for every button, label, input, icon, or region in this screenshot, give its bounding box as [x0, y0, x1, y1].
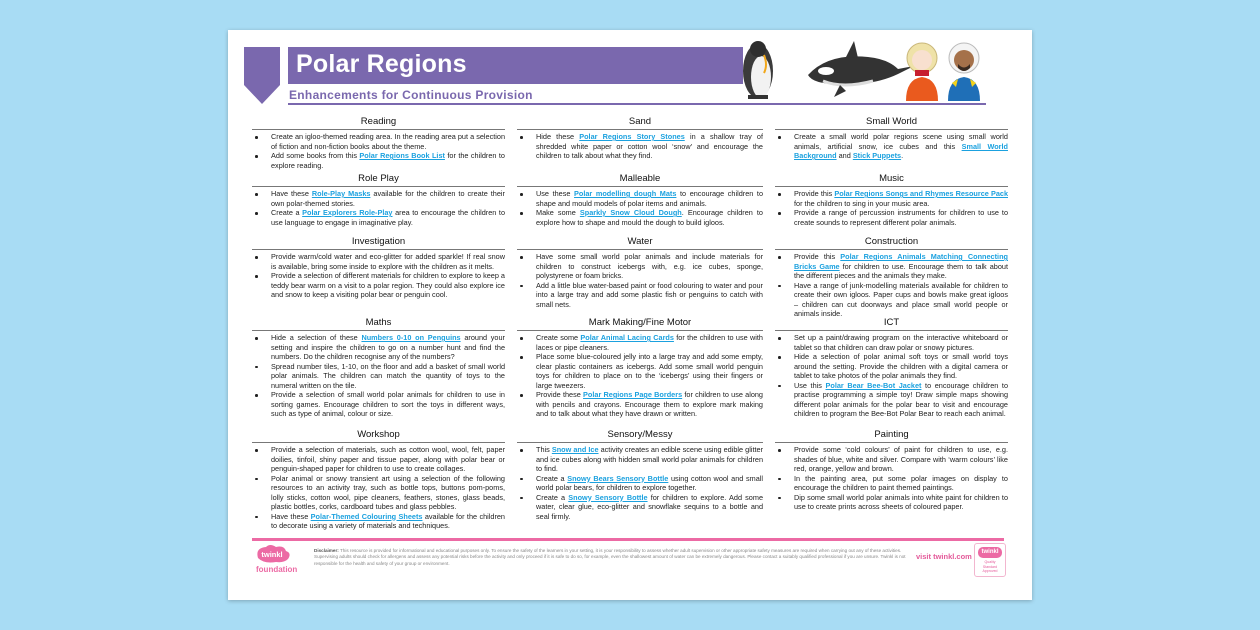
badge-logo: twinkl — [978, 547, 1002, 558]
bullet-text: Create some — [536, 333, 581, 342]
section-small-world — [775, 116, 1008, 173]
bullet-text: Use these — [536, 189, 575, 198]
bullet-list — [252, 132, 505, 170]
bullet-text: Provide this — [794, 189, 835, 198]
bullet-text: Create a — [536, 473, 568, 483]
list-item — [252, 512, 505, 531]
disclaimer-label: Disclaimer: — [314, 548, 339, 553]
list-item — [252, 132, 505, 151]
section-role-play — [252, 173, 505, 236]
bullet-text: This — [536, 445, 552, 454]
resource-link[interactable]: Polar Regions Story Stones — [579, 132, 685, 141]
header-divider — [288, 103, 986, 105]
list-item — [775, 252, 1008, 281]
list-item — [517, 445, 763, 474]
resource-link[interactable]: Polar Regions Songs and Rhymes Resource Pack — [834, 189, 1008, 198]
list-item — [252, 252, 505, 271]
bullet-text: Create a — [536, 492, 569, 502]
bullet-text: Hide a selection of polar animal soft toys or small world toys around the setting. Provide the children with a digital camera or tablet to take photos of the polar animals they find. — [794, 352, 1008, 380]
bullet-list — [775, 132, 1008, 161]
list-item — [252, 151, 505, 170]
list-item — [517, 252, 763, 281]
section-title: Maths — [252, 317, 505, 331]
bullet-text: Spread number tiles, 1-10, on the floor and add a basket of small world polar animals. The children can match the quantity of toys to the numeral written on the tile. — [271, 361, 505, 390]
list-item — [252, 189, 505, 208]
bullet-list — [517, 189, 763, 227]
bullet-text: Provide these — [536, 390, 584, 399]
page-title: Polar Regions — [296, 50, 467, 78]
list-item — [775, 474, 1008, 493]
bullet-text: Create a small world polar regions scene using small world animals, artificial snow, ice cubes and this — [794, 132, 1008, 151]
list-item — [517, 132, 763, 161]
list-item — [517, 352, 763, 390]
list-item — [252, 333, 505, 362]
section-malleable — [517, 173, 763, 236]
bullet-text: Dip some small world polar animals into white paint for children to use to create prints across sheets of coloured paper. — [794, 492, 1008, 511]
section-title: Sand — [517, 116, 763, 130]
bullet-text: Set up a paint/drawing program on the interactive whiteboard or tablet so that children can draw polar or snowy pictures. — [794, 333, 1008, 352]
section-sand — [517, 116, 763, 173]
list-item — [775, 208, 1008, 227]
twinkl-foundation-logo — [254, 544, 316, 576]
bullet-text: Provide a range of percussion instruments for children to use to create sounds to represent different polar animals. — [794, 208, 1008, 227]
bullet-text: Have these — [271, 511, 311, 521]
bullet-text: . Encourage children to explore how to shape and mould the dough to build igloos. — [536, 208, 763, 227]
section-maths — [252, 317, 505, 429]
list-item — [252, 362, 505, 391]
resource-link[interactable]: Polar Regions Page Borders — [583, 390, 683, 399]
activity-grid — [252, 116, 1008, 531]
resource-link[interactable]: Small World Background — [794, 141, 1008, 160]
resource-link[interactable]: Polar-Themed Colouring Sheets — [310, 511, 423, 521]
bullet-text: available for the children to create their own polar-themed stories. — [271, 189, 505, 208]
section-title: Malleable — [517, 173, 763, 187]
bullet-text: Hide a selection of these — [271, 333, 362, 342]
penguin-icon — [743, 41, 773, 99]
page-subtitle: Enhancements for Continuous Provision — [289, 88, 533, 102]
list-item — [517, 208, 763, 227]
section-workshop — [252, 429, 505, 531]
disclaimer-text — [314, 548, 914, 567]
document-page — [228, 30, 1032, 600]
bullet-text: Polar animal or snowy transient art using a selection of the following resources to an activity tray, such as bottle tops, buttons pom-poms, lolly sticks, cotton wool, pipe cleaners, feathers, stones, glass beads, plastic bottles, corks, cardboard tubes and glass pebbles. — [271, 473, 505, 511]
section-construction — [775, 236, 1008, 317]
bullet-text: Use this — [794, 380, 826, 390]
section-title: Music — [775, 173, 1008, 187]
list-item — [252, 271, 505, 300]
bullet-text: activity creates an edible scene using edible glitter and ice cubes along with hidden small world polar animals for children to find. — [536, 445, 763, 473]
bullet-list — [775, 333, 1008, 419]
bullet-text: Provide a selection of different materials for children to explore to keep a teddy bear warm on a visit to a polar region. They could also explore ice and snow to keep a visiting polar bear or penguin cool. — [271, 271, 505, 299]
bullet-list — [252, 252, 505, 300]
bullet-text: Create an igloo-themed reading area. In the reading area put a selection of fiction and non-fiction books about the theme. — [271, 132, 505, 151]
resource-link[interactable]: Polar Bear Bee-Bot Jacket — [825, 380, 922, 390]
section-title: Painting — [775, 429, 1008, 443]
bullet-text: around your setting and inspire the children to go on a number hunt and find the numbers. Do the children recognise any of the numbers? — [271, 333, 505, 361]
bullet-text: In the painting area, put some polar images on display to encourage the children to paint themed paintings. — [794, 473, 1008, 492]
bullet-text: for children to use along with pencils and crayons. Encourage them to explore mark making and to talk about what they have drawn or written. — [536, 390, 763, 418]
svg-text:twinkl: twinkl — [261, 550, 283, 559]
bullet-text: for the children to use with laces or pipe cleaners. — [536, 333, 763, 352]
bullet-list — [252, 189, 505, 227]
visit-twinkl-link[interactable]: visit twinkl.com — [916, 552, 972, 561]
section-title: Investigation — [252, 236, 505, 250]
bullet-text: for children to use. Encourage them to talk about the different pieces and the animals they make. — [794, 261, 1008, 280]
child-blue-parka-icon — [948, 43, 980, 101]
section-title: Workshop — [252, 429, 505, 443]
bullet-text: to encourage children to shape and mould models of polar items and animals. — [536, 189, 763, 208]
title-bar — [288, 47, 743, 84]
bullet-text: Add some books from this — [271, 151, 360, 160]
bullet-list — [775, 189, 1008, 227]
bullet-list — [517, 252, 763, 309]
bullet-text: for the children to sing in your music area. — [794, 198, 930, 208]
bullet-list — [517, 333, 763, 419]
list-item — [775, 352, 1008, 381]
bullet-text: Make some — [536, 208, 580, 217]
bullet-list — [252, 333, 505, 419]
section-investigation — [252, 236, 505, 317]
resource-link[interactable]: Snow and Ice — [551, 445, 599, 454]
bullet-text: to encourage children to practise programming a simple toy! Draw simple maps showing different polar animals for the polar bear to visit and encourage children to program the Bee-Bot Polar Bear to reach each animal. — [794, 380, 1008, 418]
bullet-text: Provide warm/cold water and eco-glitter for added sparkle! If real snow is available, bring some inside to explore with the children as it melts. — [271, 252, 505, 271]
section-music — [775, 173, 1008, 236]
section-title: Sensory/Messy — [517, 429, 763, 443]
section-mark-making-fine-motor — [517, 317, 763, 429]
resource-link[interactable]: Polar Animal Lacing Cards — [580, 333, 674, 342]
list-item — [517, 189, 763, 208]
section-title: ICT — [775, 317, 1008, 331]
footer-divider — [252, 538, 1004, 541]
bullet-text: Provide a selection of small world polar animals for children to use in sorting games. Encourage children to sort the toys in different ways, such as type of animal, colour or size. — [271, 390, 505, 418]
list-item — [252, 390, 505, 419]
section-ict — [775, 317, 1008, 429]
list-item — [517, 390, 763, 419]
section-title: Reading — [252, 116, 505, 130]
list-item — [517, 474, 763, 493]
list-item — [775, 381, 1008, 419]
resource-link[interactable]: Numbers 0-10 on Penguins — [361, 333, 461, 342]
badge-text: Quality Standard Approved — [982, 560, 998, 573]
bullet-text: area to encourage the children to use language to engage in imaginative play. — [271, 208, 505, 227]
resource-link[interactable]: Stick Puppets — [852, 151, 902, 160]
resource-link[interactable]: Polar Explorers Role-Play — [302, 208, 393, 217]
resource-link[interactable]: Polar modelling dough Mats — [574, 189, 677, 198]
section-title: Mark Making/Fine Motor — [517, 317, 763, 331]
bullet-text: for children to explore. Add some water, clear glue, eco-glitter and snowflake sequins to a bottle and seal firmly. — [536, 492, 763, 521]
bookmark-icon — [244, 47, 280, 104]
quality-badge — [974, 543, 1006, 577]
bullet-text: Provide this — [794, 252, 841, 261]
section-sensory-messy — [517, 429, 763, 531]
bullet-text: Have a range of junk-modelling materials available for children to create their own igloos. Paper cups and bowls make great igloos – children can cut doorways and place small world people or animals inside. — [794, 280, 1008, 317]
resource-link[interactable]: Polar Regions Book List — [359, 151, 445, 160]
list-item — [775, 493, 1008, 512]
disclaimer-body: This resource is provided for informational and educational purposes only. To ensure the safety of the learners in your setting, it is your responsibility to assess whether adult supervision or other appropriate safety measures are required when carrying out any of these activities. Supervising adults should check for allergens and assess any potential risks before the activity and only proceed if it is safe to do so, for example, even the shallowest amount of water can be extremely dangerous. Please contact a suitably qualified professional if you are unsure. Twinkl is not responsible for the health and safety of your group or environment. — [314, 548, 906, 566]
list-item — [517, 333, 763, 352]
bullet-text: . — [901, 151, 904, 160]
bullet-text: in a shallow tray of shredded white paper or cotton wool ‘snow’ and encourage the children to talk about what they find. — [536, 132, 763, 160]
bullet-text: Place some blue-coloured jelly into a large tray and add some empty, clear plastic containers as icebergs. Add some small world penguin toys for children to place on to the ‘icebergs’ using their fingers or large tweezers. — [536, 352, 763, 390]
section-reading — [252, 116, 505, 173]
bullet-text: Provide a selection of materials, such as cotton wool, wool, felt, paper doilies, tinfoil, shiny paper and tissue paper, along with polar bear or penguin-shaped paper for children to use to create collages. — [271, 445, 505, 473]
section-title: Role Play — [252, 173, 505, 187]
section-painting — [775, 429, 1008, 531]
resource-link[interactable]: Snowy Bears Sensory Bottle — [567, 473, 669, 483]
list-item — [517, 281, 763, 310]
bullet-text: Provide some ‘cold colours’ of paint for children to use, e.g. shades of blue, white and silver. Compare with ‘warm colours’ like red, orange, yellow and brown. — [794, 445, 1008, 473]
list-item — [775, 281, 1008, 318]
bullet-text: for the children to explore reading. — [271, 151, 505, 170]
bullet-list — [252, 445, 505, 531]
bullet-text: Have these — [271, 189, 312, 198]
bullet-list — [517, 132, 763, 161]
resource-link[interactable]: Snowy Sensory Bottle — [568, 492, 648, 502]
section-water — [517, 236, 763, 317]
orca-icon — [808, 41, 914, 97]
bullet-list — [775, 252, 1008, 317]
bullet-text: Create a — [271, 208, 303, 217]
list-item — [775, 189, 1008, 208]
list-item — [517, 493, 763, 522]
bullet-text: using cotton wool and small world polar bears, for children to explore together. — [536, 473, 763, 492]
bullet-text: Hide these — [536, 132, 580, 141]
list-item — [775, 333, 1008, 352]
list-item — [252, 474, 505, 512]
header-illustrations — [728, 35, 988, 101]
bullet-list — [517, 445, 763, 521]
resource-link[interactable]: Polar Regions Animals Matching Connecting Bricks Game — [794, 252, 1008, 271]
list-item — [775, 132, 1008, 161]
bullet-list — [775, 445, 1008, 512]
list-item — [252, 445, 505, 474]
child-red-parka-icon — [906, 43, 938, 101]
bullet-text: and — [836, 151, 853, 160]
resource-link[interactable]: Role-Play Masks — [311, 189, 371, 198]
section-title: Water — [517, 236, 763, 250]
bullet-text: Have some small world polar animals and include materials for children to construct icebergs with, e.g. ice cubes, sponge, polystyrene or foam bricks. — [536, 252, 763, 280]
bullet-text: available for the children to decorate using a variety of materials and techniques. — [271, 511, 505, 530]
list-item — [775, 445, 1008, 474]
section-title: Construction — [775, 236, 1008, 250]
bullet-text: Add a little blue water-based paint or food colouring to water and pour into a large tray and add some plastic fish or penguins to catch with small nets. — [536, 280, 763, 309]
list-item — [252, 208, 505, 227]
svg-text:foundation: foundation — [256, 565, 298, 574]
resource-link[interactable]: Sparkly Snow Cloud Dough — [579, 208, 682, 217]
section-title: Small World — [775, 116, 1008, 130]
